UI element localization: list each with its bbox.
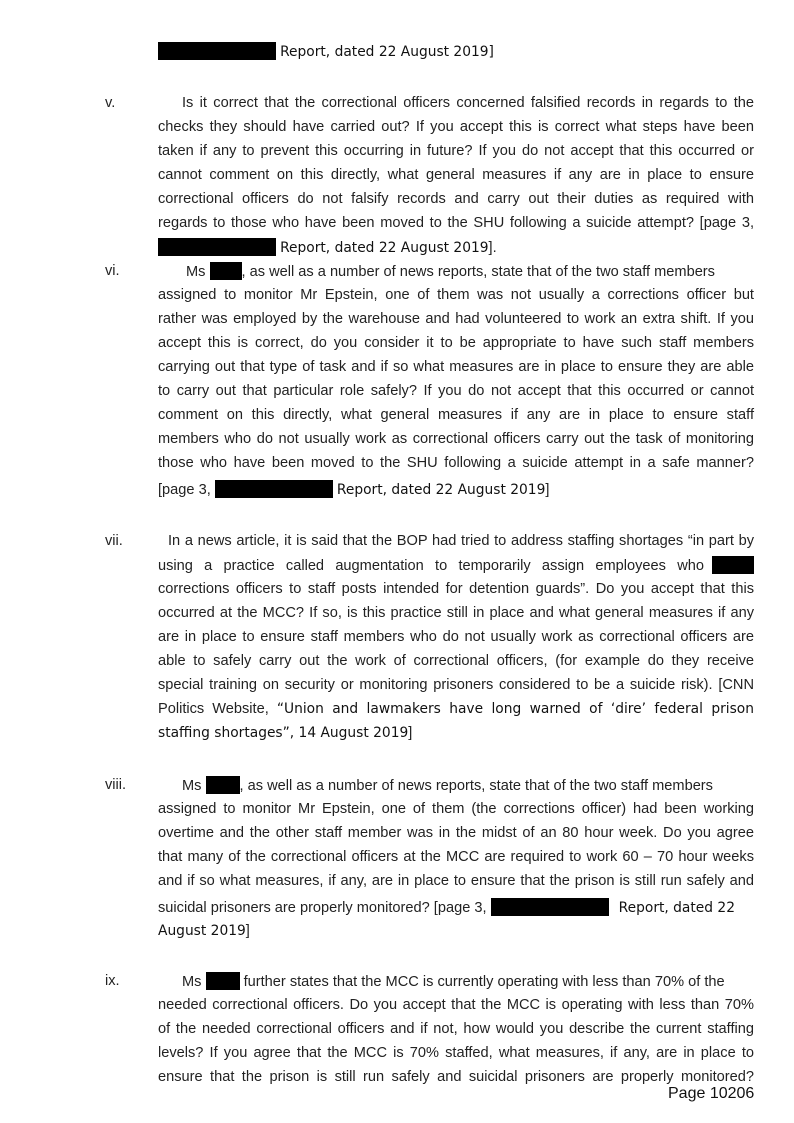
top-line <box>158 42 754 61</box>
paragraph-line: Politics Website, “Union and lawmakers have long warned of ‘dire’ federal prison <box>158 701 754 717</box>
paragraph-line: assigned to monitor Mr Epstein, one of them was not usually a corrections officer but <box>158 287 754 303</box>
paragraph-line: cannot comment on this directly, what general measures if any are in place to ensure <box>158 167 754 183</box>
paragraph-line: rather was employed by the warehouse and had volunteered to work an extra shift. If you <box>158 311 754 327</box>
report-reference: August 2019 <box>158 923 246 939</box>
paragraph-line: staffing shortages”, 14 August 2019] <box>158 725 413 741</box>
paragraph-line: and if so what measures, if any, are in place to ensure that the prison is still run safely and <box>158 873 754 889</box>
paragraph-line: levels? If you agree that the MCC is 70% staffed, what measures, if any, are in place to <box>158 1045 754 1061</box>
paragraph-line: August 2019] <box>158 923 250 939</box>
paragraph-line: correctional officers do not falsify records and carry out their duties as required with <box>158 191 754 207</box>
paragraph-line: those who have been moved to the SHU following a suicide attempt in a safe manner? <box>158 455 754 471</box>
redaction-box <box>215 480 333 498</box>
redaction-box <box>712 556 754 574</box>
paragraph-line: assigned to monitor Mr Epstein, one of them (the corrections officer) had been working <box>158 801 754 817</box>
paragraph-line: to carry out that particular role safely? If you do not accept that this occurred or cannot <box>158 383 754 399</box>
paragraph-line: Ms , as well as a number of news reports, state that of the two staff members <box>182 778 713 794</box>
item-number: vi. <box>105 263 120 279</box>
paragraph-line: are in place to ensure staff members who do not usually work as correctional officers are <box>158 629 754 645</box>
paragraph-line: needed correctional officers. Do you accept that the MCC is operating with less than 70% <box>158 997 754 1013</box>
paragraph-line: taken if any to prevent this occurring in future? If you do not accept that this occurred or <box>158 143 754 159</box>
redaction-box <box>491 898 609 916</box>
paragraph-line: ensure that the prison is still run safely and suicidal prisoners are properly monitored? <box>158 1069 754 1085</box>
page-number: Page 10206 <box>668 1085 755 1102</box>
item-number: viii. <box>105 777 127 793</box>
paragraph-line: carrying out that type of task and if so what measures are in place to ensure they are able <box>158 359 754 375</box>
item-number: ix. <box>105 973 120 989</box>
redaction-box <box>158 42 276 60</box>
paragraph-line: of the needed correctional officers and if not, how would you describe the current staffing <box>158 1021 754 1037</box>
paragraph-line: special training on security or monitoring prisoners considered to be a suicide risk). [CNN <box>158 677 754 693</box>
report-reference: Report, dated 22 August 2019 <box>336 482 546 498</box>
redaction-box <box>158 238 276 256</box>
paragraph-line: Ms , as well as a number of news reports, state that of the two staff members <box>186 264 715 280</box>
paragraph-line: regards to those who have been moved to the SHU following a suicide attempt? [page 3, <box>158 215 754 231</box>
paragraph-line: Is it correct that the correctional officers concerned falsified records in regards to the <box>182 95 754 111</box>
paragraph-line: Ms further states that the MCC is currently operating with less than 70% of the <box>182 974 725 990</box>
paragraph-line: In a news article, it is said that the BOP had tried to address staffing shortages “in part by <box>168 533 754 549</box>
paragraph-line: [page 3, Report, dated 22 August 2019] <box>158 482 550 498</box>
paragraph-line: members who do not usually work as correctional officers carry out the task of monitoring <box>158 431 754 447</box>
paragraph-line: comment on this directly, what general measures if any are in place to ensure staff <box>158 407 754 423</box>
article-title: staffing shortages”, 14 August 2019 <box>158 725 409 741</box>
paragraph-line: occurred at the MCC? If so, is this practice still in place and what general measures if any <box>158 605 754 621</box>
report-reference: Report, dated 22 <box>618 900 735 916</box>
paragraph-line: suicidal prisoners are properly monitored? [page 3, Report, dated 22 <box>158 900 735 916</box>
item-number: v. <box>105 95 116 111</box>
item-number: vii. <box>105 533 123 549</box>
paragraph-line: able to safely carry out the work of correctional officers, (for example do they receive <box>158 653 754 669</box>
paragraph-line: that many of the correctional officers at the MCC are required to work 60 – 70 hour weeks <box>158 849 754 865</box>
paragraph-line: using a practice called augmentation to temporarily assign employees who <box>158 556 754 575</box>
redaction-box <box>210 262 242 280</box>
article-title: “Union and lawmakers have long warned of ‘dire’ federal prison <box>276 701 754 717</box>
paragraph-line: corrections officers to staff posts intended for detention guards”. Do you accept that this <box>158 581 754 597</box>
redaction-box <box>206 776 240 794</box>
report-reference: Report, dated 22 August 2019] <box>280 44 494 60</box>
paragraph-line: accept this is correct, do you consider it to be appropriate to have such staff members <box>158 335 754 351</box>
paragraph-line: checks they should have carried out? If you accept this is correct what steps have been <box>158 119 754 135</box>
report-reference: Report, dated 22 August 2019 <box>280 240 489 256</box>
redaction-box <box>206 972 240 990</box>
paragraph-line: overtime and the other staff member was in the midst of an 80 hour week. Do you agree <box>158 825 754 841</box>
paragraph-line: Report, dated 22 August 2019]. <box>158 238 754 257</box>
